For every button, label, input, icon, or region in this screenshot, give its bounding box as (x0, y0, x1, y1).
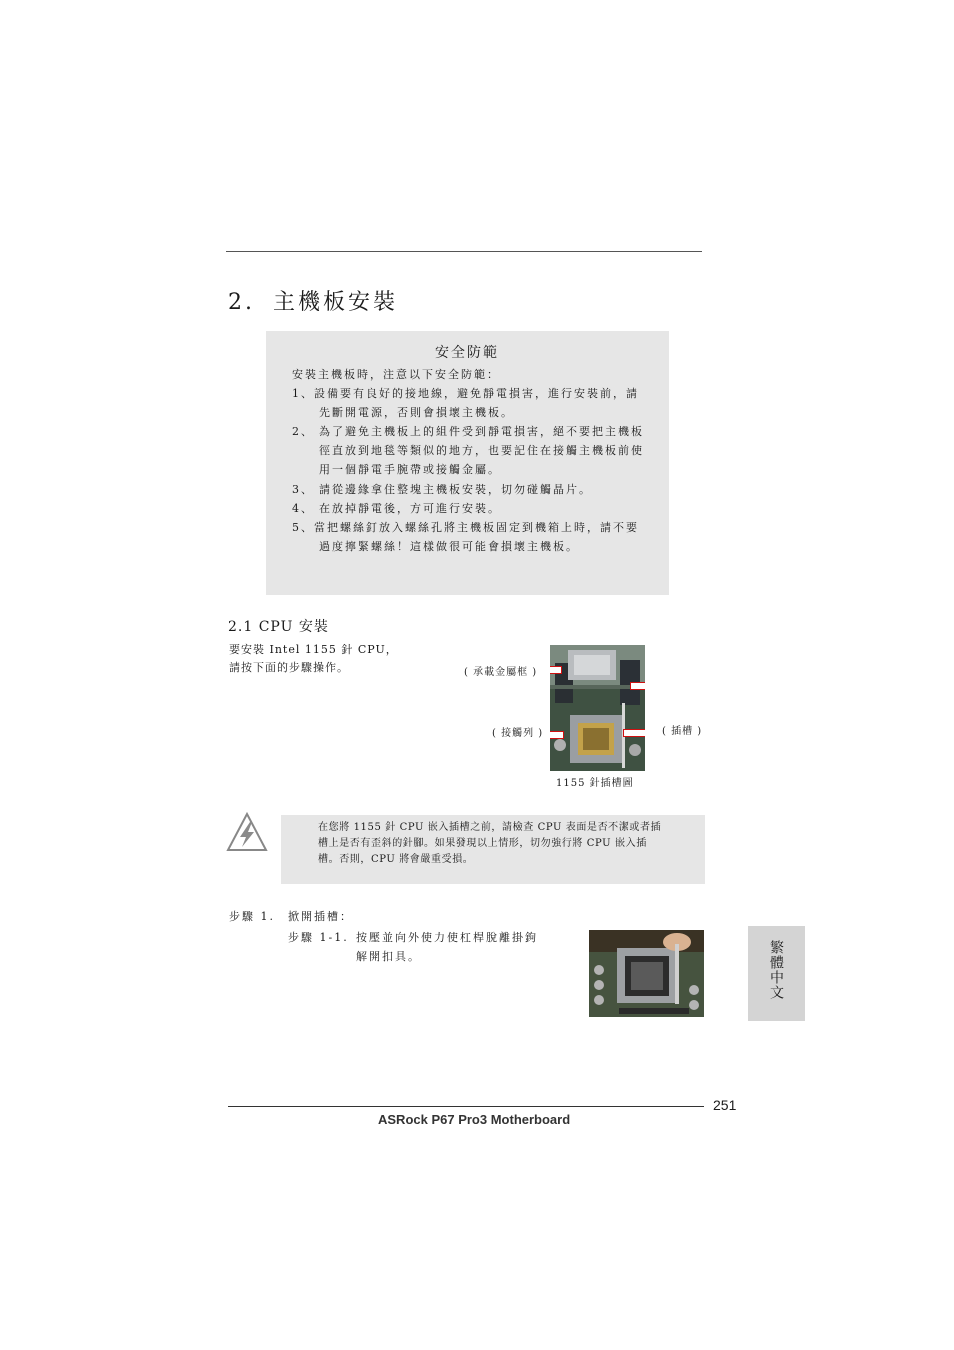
cpu-intro-line1: 要安裝 Intel 1155 針 CPU， (229, 643, 398, 656)
safety-item-line: 用一個靜電手腕帶或接觸金屬。 (319, 463, 501, 476)
safety-item-5 (292, 518, 639, 537)
safety-item-line: 先斷開電源，否則會損壞主機板。 (319, 406, 514, 419)
section-title: 主機板安裝 (273, 290, 399, 315)
socket-photo (550, 645, 645, 771)
step11-line1: 按壓並向外使力使杠桿脫離掛鉤 (356, 931, 538, 944)
safety-item-4-num: 4、 (292, 502, 314, 515)
safety-item-line: 過度擰緊螺絲！這樣做很可能會損壞主機板。 (319, 540, 579, 553)
step11-line2: 解開扣具。 (356, 950, 421, 963)
label-load-plate: ( 承載金屬框 ) (464, 667, 538, 678)
step1-photo-image (589, 930, 704, 1017)
socket-photo-image (550, 645, 645, 771)
safety-item-line: 當把螺絲釘放入螺絲孔將主機板固定到機箱上時，請不要 (314, 521, 639, 534)
load-plate-marker (550, 666, 562, 674)
warning-line: 在您將 1155 針 CPU 嵌入插槽之前，請檢查 CPU 表面是否不潔或者插 (318, 822, 662, 833)
safety-item-3-num: 3、 (292, 483, 314, 496)
label-contact: ( 接觸列 ) (492, 728, 544, 739)
safety-item-line: 徑直放到地毯等類似的地方，也要記住在接觸主機板前使 (319, 444, 644, 457)
cpu-heading: 2.1 CPU 安裝 (228, 619, 329, 635)
footer-rule (228, 1106, 704, 1107)
page-number: 251 (713, 1097, 737, 1113)
safety-item-line: 請從邊緣拿住整塊主機板安裝，切勿碰觸晶片。 (319, 483, 592, 496)
safety-title: 安全防範 (435, 345, 499, 361)
warning-icon (226, 812, 268, 852)
footer-product: ASRock P67 Pro3 Motherboard (378, 1112, 571, 1127)
safety-item-2-num: 2、 (292, 425, 314, 438)
lever-marker (630, 682, 645, 690)
safety-intro: 安裝主機板時，注意以下安全防範： (292, 368, 500, 381)
step1-text: 掀開插槽： (288, 910, 353, 923)
safety-item-1 (292, 384, 639, 403)
socket-marker (623, 729, 645, 737)
safety-item-num: 5、 (292, 521, 314, 534)
safety-item-line: 設備要有良好的接地線，避免靜電損害，進行安裝前，請 (314, 387, 639, 400)
section-number: 2. (228, 290, 255, 315)
step1-label: 步驟 1. (229, 910, 275, 923)
section-heading (228, 285, 398, 316)
contact-marker (550, 731, 564, 739)
label-socket: ( 插槽 ) (662, 726, 703, 737)
step11-label: 步驟 1-1. (288, 931, 349, 944)
step1-photo (589, 930, 704, 1017)
socket-caption: 1155 針插槽圖 (556, 778, 634, 789)
safety-item-num: 1、 (292, 387, 314, 400)
safety-item-line: 為了避免主機板上的組件受到靜電損害，絕不要把主機板 (319, 425, 644, 438)
warning-line: 槽上是否有歪斜的針腳。如果發現以上情形，切勿強行將 CPU 嵌入插 (318, 838, 647, 849)
top-rule (226, 251, 702, 252)
cpu-intro-line2: 請按下面的步驟操作。 (229, 661, 349, 674)
language-side-tab (748, 926, 805, 1021)
safety-item-line: 在放掉靜電後，方可進行安裝。 (319, 502, 501, 515)
language-side-tab-label: 繁體中文 (768, 940, 784, 1000)
warning-line: 槽。否則，CPU 將會嚴重受損。 (318, 854, 474, 865)
